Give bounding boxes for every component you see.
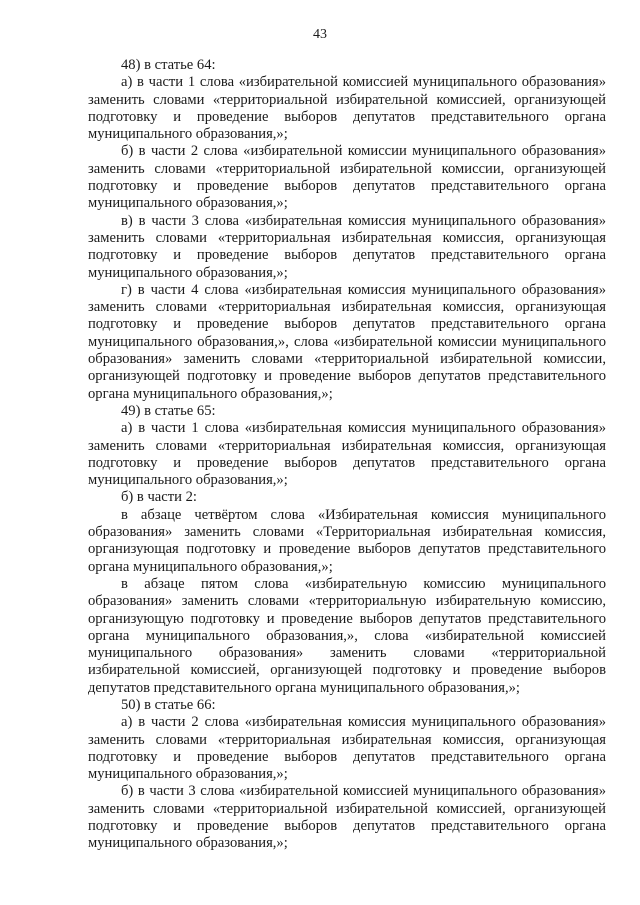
paragraph-65-b-abzac-5: в абзаце пятом слова «избирательную комиссию муниципального образования» заменить словами «территориальную избирательную комиссию, организующую подготовку и проведение выборов депутатов представительного органа муниципального образования,», слова «избирательной комиссией муниципального образования» заменить словами «территориальной избирательной комиссией, организующей подготовку и проведение выборов депутатов представительного органа муниципального образования,»;	[88, 575, 606, 696]
paragraph-64-v: в) в части 3 слова «избирательная комиссия муниципального образования» заменить словами «территориальная избирательная комиссия, организующая подготовку и проведение выборов депутатов представительного органа муниципального образования,»;	[88, 212, 606, 281]
paragraph-article-65: 49) в статье 65:	[121, 402, 216, 419]
paragraph-66-b: б) в части 3 слова «избирательной комиссией муниципального образования» заменить словами «территориальной избирательной комиссией, организующей подготовку и проведение выборов депутатов представительного органа муниципального образования,»;	[88, 783, 606, 852]
document-body	[88, 57, 606, 853]
paragraph-64-a: а) в части 1 слова «избирательной комиссией муниципального образования» заменить словами «территориальной избирательной комиссией, организующей подготовку и проведение выборов депутатов представительного органа муниципального образования,»;	[88, 74, 606, 143]
paragraph-article-64: 48) в статье 64:	[121, 57, 216, 73]
paragraph-65-a: а) в части 1 слова «избирательная комиссия муниципального образования» заменить словами «территориальная избирательная комиссия, организующая подготовку и проведение выборов депутатов представительного органа муниципального образования,»;	[88, 420, 606, 489]
paragraph-65-b-abzac-4: в абзаце четвёртом слова «Избирательная комиссия муниципального образования» заменить словами «Территориальная избирательная комиссия, организующая подготовку и проведение выборов депутатов представительного органа муниципального образования,»;	[88, 506, 606, 575]
paragraph-64-g: г) в части 4 слова «избирательная комиссия муниципального образования» заменить словами «территориальная избирательная комиссия, организующая подготовку и проведение выборов депутатов представительного органа муниципального образования,», слова «избирательной комиссии муниципального образования» заменить словами «территориальной избирательной комиссии, организующей подготовку и проведение выборов депутатов представительного органа муниципального образования,»;	[88, 281, 606, 402]
paragraph-article-66: 50) в статье 66:	[121, 696, 216, 713]
page-number: 43	[313, 27, 327, 42]
paragraph-65-b: б) в части 2:	[121, 489, 197, 506]
paragraph-66-a: а) в части 2 слова «избирательная комиссия муниципального образования» заменить словами «территориальная избирательная комиссия, организующая подготовку и проведение выборов депутатов представительного органа муниципального образования,»;	[88, 714, 606, 783]
paragraph-64-b: б) в части 2 слова «избирательной комиссии муниципального образования» заменить словами «территориальной избирательной комиссии, организующей подготовку и проведение выборов депутатов представительного органа муниципального образования,»;	[88, 143, 606, 212]
